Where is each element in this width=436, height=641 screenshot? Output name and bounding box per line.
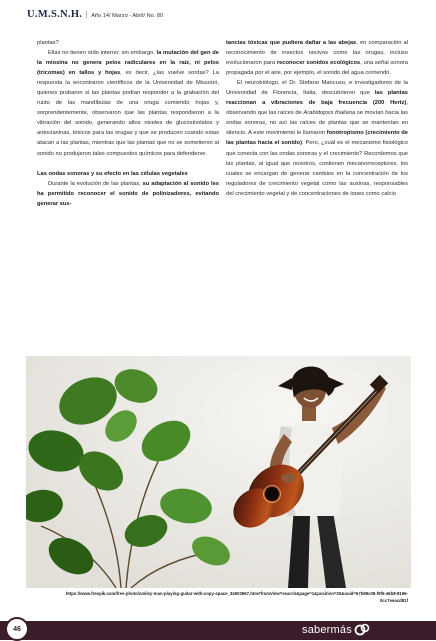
bold-run: fonotropismo (crecimiento de las plantas hacia el sonido) (226, 130, 408, 147)
man-playing-guitar-with-plant-photo (26, 356, 411, 588)
bold-run: la mutación del gen de la miosina no genera pelos radiculares en la raíz, ni pelos (tricomas) en tallos y hojas (37, 50, 219, 77)
text-run: , observando que las raíces de (226, 100, 408, 117)
text-run: se movían hacia las ondas sonoras, no así las raíces de plantas que se mantenían en silencio. A este movimiento le llamaron (226, 110, 408, 137)
bold-run: las plantas reaccionan a vibraciones de baja frecuencia (200 Hertz) (226, 90, 408, 107)
left-paragraph-2 (37, 48, 219, 159)
bold-run: reconocer sonidos ecológicos (276, 60, 361, 67)
left-paragraph-3 (37, 179, 219, 209)
right-paragraph-2 (226, 78, 408, 199)
photo-caption: https://www.freepik.com/free-photo/smiley-man-playing-guitar-with-copy-space_34603567.htm#fromView=search&page=1&position=20&uuid=67b89c08-f9f5-46b8-8196-0cc7eeacd81f (65, 591, 408, 603)
right-paragraph-1 (226, 38, 408, 78)
page-header (27, 9, 419, 23)
section-subheading: Las ondas sonoras y su efecto en las células vegetales (37, 170, 188, 177)
text-run: . Pero, ¿cuál es el mecanismo fisiológico que conecta con las ondas sonoras y el crecimiento? Recordemos que las plantas, al igual que nosotros, contienen mecanorreceptores, los cuales se encargan de generar cambios en la concentración de los reguladores de crecimiento vegetal como las auxinas, responsables del crecimiento vegetal y de concentraciones de iones como calcio (226, 140, 409, 197)
left-column (37, 38, 219, 209)
footer-bar (0, 621, 436, 640)
right-column (226, 38, 408, 199)
saber-mas-logo-icon (354, 622, 370, 638)
header-separator: | (85, 10, 88, 19)
text-run: , una señal sonora propagada por el aire, por ejemplo, el sonido del agua corriendo. (226, 60, 408, 77)
logo-text: sabermás (302, 624, 352, 636)
issue-info: Año 14/ Marzo - Abril/ No. 80 (91, 13, 164, 19)
bold-run: tancias tóxicas que pudiera dañar a las abejas (226, 40, 357, 46)
text-run: , es decir, ¿las vuelve sordas? La respuesta la encontraron científicos de la Universidad de Missouri, quienes probaron si las plantas podían responder a la grabación del ruido de las mandíbulas de una oruga comiendo hojas y, sorprendentemente, observaron que las plantas respondieron a la vibración del sonido, generando altos niveles de glucosinolatos y antocianinas, tóxicos para las orugas y que se producen cuando estas atacan a las plantas, mientras que las plantas que no se sometieron al sonido no produjeron tales compuestos químicos para defenderse. (37, 70, 219, 157)
journal-brand: U.M.S.N.H. (27, 9, 83, 20)
bold-run: su adaptación al sonido les ha permitido reconocer el sonido de polinizadores, evitando generar sus- (37, 180, 219, 207)
photo-illustration (26, 356, 411, 588)
text-run: , en comparación al reconocimiento de insectos nocivos como las orugas, incluso evolucionaron para (226, 40, 408, 67)
text-run: Durante la evolución de las plantas, (48, 180, 143, 187)
page-number: 46 (5, 617, 29, 641)
page-footer (0, 617, 436, 640)
text-run: Ellas no tienen oído interno; sin embargo, (48, 50, 157, 57)
left-paragraph-1: plantas? (37, 40, 59, 46)
italic-run: Arabidopsis thaliana (303, 110, 356, 117)
hand-shape (281, 473, 295, 483)
saber-mas-logo (302, 622, 370, 638)
text-run: El neurobiólogo, el Dr. Stefano Mancuso, e investigadores de la Universidad de Florencia, Italia, descubrieron que (226, 80, 408, 97)
